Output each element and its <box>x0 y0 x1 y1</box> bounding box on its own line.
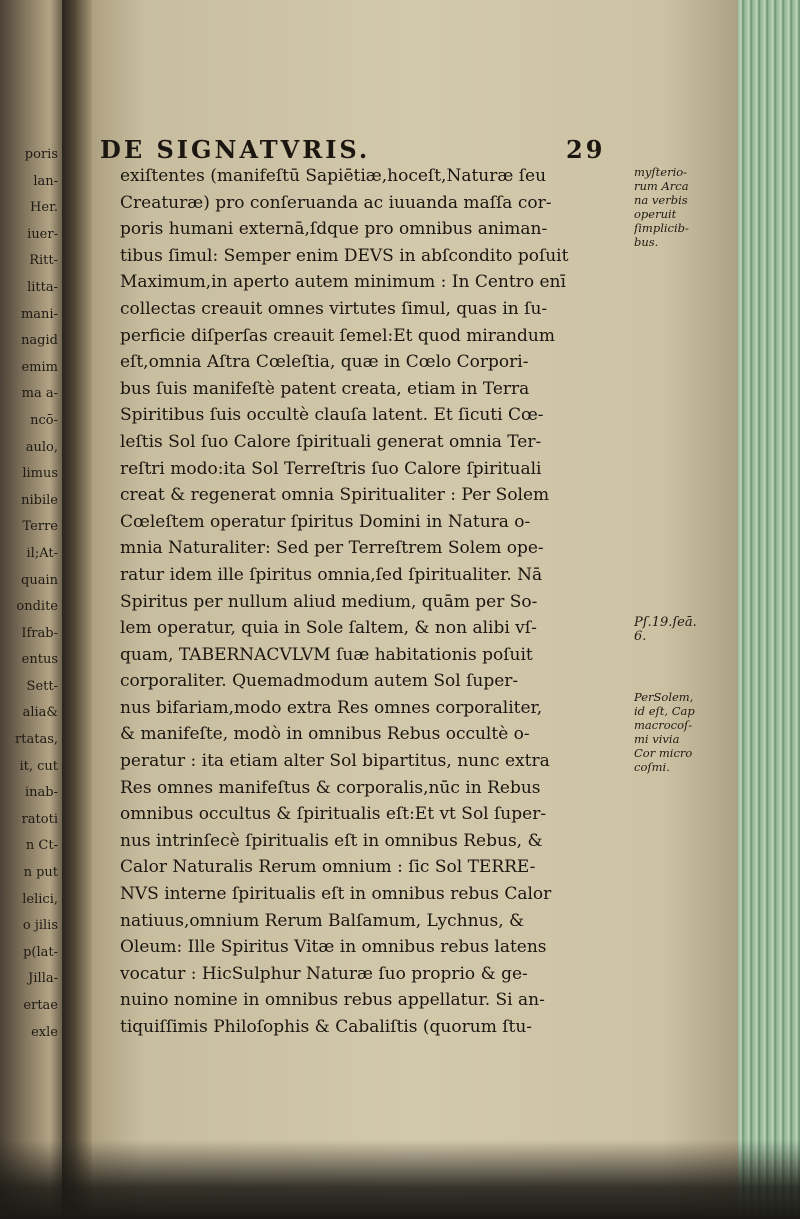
text-line: lem operatur, quia in Sole ſaltem, & non alibi vſ- <box>120 618 537 639</box>
left-page-fragment: rtatas, <box>15 732 58 748</box>
left-page-fragment: Sett- <box>26 678 58 694</box>
margin-note-line: operuit <box>634 207 677 221</box>
margin-note-line: PerSolem, <box>634 690 694 704</box>
left-page-fragment: p(lat- <box>23 944 58 960</box>
text-line: bus ſuis manifeſtè patent creata, etiam in Terra <box>120 378 530 399</box>
text-line: perficie diſperſas creauit ſemel:Et quod mirandum <box>120 325 555 346</box>
text-line: mnia Naturaliter: Sed per Terreſtrem Solem ope- <box>120 538 544 559</box>
text-line: exiſtentes (manifeſtū Sapiētiæ,hoceſt,Naturæ ſeu <box>120 166 547 186</box>
left-page-fragment: ratoti <box>21 811 58 827</box>
text-line: leſtis Sol ſuo Calore ſpirituali generat omnia Ter- <box>120 431 542 452</box>
left-page-fragment: Her. <box>30 200 58 216</box>
left-page-fragment: ertae <box>23 998 58 1013</box>
body-text <box>120 163 620 1041</box>
left-page-fragment: o jilis <box>22 918 58 934</box>
running-header <box>100 135 660 165</box>
left-page-fragment: nibile <box>21 492 58 508</box>
text-line: nuino nomine in omnibus rebus appellatur. Si an- <box>120 990 545 1011</box>
text-line: NVS interne ſpiritualis eſt in omnibus rebus Calor <box>120 884 552 905</box>
text-line: Oleum: Ille Spiritus Vitæ in omnibus rebus latens <box>120 937 547 958</box>
bottom-shadow <box>0 1140 800 1219</box>
left-page-fragment: inab- <box>25 785 58 801</box>
left-page-fragment: it, cut <box>19 758 58 774</box>
left-page-fragment: il;At- <box>26 545 58 561</box>
left-page-fragment: ondite <box>16 599 58 615</box>
left-page-fragment: nagid <box>21 333 58 349</box>
text-line: & manifeſte, modò in omnibus Rebus occultè o- <box>120 724 530 745</box>
margin-note-line: ſimplicib- <box>634 221 689 235</box>
text-line: collectas creauit omnes virtutes ſimul, quas in ſu- <box>120 298 548 319</box>
left-page-fragment: Terre <box>22 519 58 535</box>
text-line: creat & regenerat omnia Spiritualiter : Per Solem <box>120 485 550 506</box>
left-page-fragment: exle <box>31 1024 58 1040</box>
text-line: Res omnes manifeſtus & corporalis,nūc in Rebus <box>120 777 541 798</box>
text-line: natiuus,omnium Rerum Balſamum, Lychnus, & <box>120 910 525 931</box>
left-page-fragment: mani- <box>20 306 58 322</box>
left-page-fragment: Ritt- <box>29 253 58 269</box>
text-line: vocatur : HicSulphur Naturæ ſuo proprio & ge- <box>120 963 528 984</box>
margin-note-line: coſmi. <box>634 760 670 774</box>
text-line: reſtri modo:ita Sol Terreſtris ſuo Calore ſpirituali <box>120 458 542 479</box>
header-title: DE SIGNATVRIS. <box>100 135 371 164</box>
margin-note-2 <box>634 616 738 644</box>
margin-note-line: Cor micro <box>634 746 693 760</box>
book-gutter <box>62 0 92 1219</box>
margin-note-line: macrocoſ- <box>634 718 693 732</box>
left-page-fragment: ncō- <box>30 412 58 428</box>
margin-note-1 <box>634 165 738 249</box>
text-line: Maximum,in aperto autem minimum : In Centro enī <box>120 272 566 293</box>
text-line: nus bifariam,modo extra Res omnes corporaliter, <box>120 697 543 718</box>
margin-note-line: bus. <box>634 235 659 249</box>
left-page-fragment: Ifrab- <box>21 625 58 641</box>
text-line: Calor Naturalis Rerum omnium : ſic Sol TERRE- <box>120 857 536 878</box>
text-line: Spiritibus ſuis occultè clauſa latent. Et ſicuti Cœ- <box>120 405 544 426</box>
text-line: Spiritus per nullum aliud medium, quām per So- <box>120 591 538 612</box>
left-page-fragment: quain <box>21 572 58 588</box>
text-line: Cœleſtem operatur ſpiritus Domini in Natura o- <box>120 511 531 532</box>
page-fore-edge <box>738 0 800 1219</box>
left-page-fragment: Jilla- <box>28 971 58 987</box>
left-page-fragment: aulo, <box>25 439 58 455</box>
left-page-fragment: ma a- <box>21 386 58 402</box>
margin-note-line: id eſt, Cap <box>634 704 695 718</box>
left-page-fragment: alia& <box>22 705 58 721</box>
left-page-fragment: poris <box>24 147 58 162</box>
left-page-fragment: n put <box>23 865 58 881</box>
text-line: nus intrinſecè ſpiritualis eſt in omnibus Rebus, & <box>120 830 543 851</box>
text-line: tibus ſimul: Semper enim DEVS in abſcondito poſuit <box>120 245 569 266</box>
left-page-fragment: limus <box>22 466 58 482</box>
left-page-text-fragments <box>0 142 62 1046</box>
margin-note-line: na verbis <box>634 193 688 207</box>
page-number: 29 <box>566 135 606 164</box>
left-page-fragment: litta- <box>27 279 58 295</box>
text-line: tiquiſſimis Philoſophis & Cabaliſtis (quorum ſtu- <box>120 1017 533 1037</box>
left-page-fragment: lan- <box>33 173 58 189</box>
margin-note-line: mi vivia <box>634 732 680 746</box>
text-line: poris humani externā,ſdque pro omnibus animan- <box>120 219 548 240</box>
left-page-fragment: entus <box>21 652 58 668</box>
text-line: Creaturæ) pro conſeruanda ac iuuanda maſſa cor- <box>120 192 552 213</box>
text-line: quam, TABERNACVLVM ſuæ habitationis poſuit <box>120 644 533 665</box>
left-page-fragment: lelici, <box>22 891 58 907</box>
margin-note-line: 6. <box>634 630 647 644</box>
left-page-fragment: emim <box>21 359 58 375</box>
margin-note-3 <box>634 690 738 774</box>
left-page-fragment: n Ct- <box>25 838 58 854</box>
margin-note-line: myſterio- <box>634 165 688 179</box>
text-line: omnibus occultus & ſpiritualis eſt:Et vt Sol ſuper- <box>120 804 547 825</box>
margin-note-line: rum Arca <box>634 179 689 193</box>
text-line: peratur : ita etiam alter Sol bipartitus, nunc extra <box>120 751 550 772</box>
left-page-fragment: iuer- <box>27 226 58 242</box>
text-line: eſt,omnia Aſtra Cœleſtia, quæ in Cœlo Corpori- <box>120 352 529 373</box>
text-line: ratur idem ille ſpiritus omnia,ſed ſpiritualiter. Nā <box>120 564 543 585</box>
margin-note-line: Pſ.19.ſeā. <box>634 616 697 630</box>
text-line: corporaliter. Quemadmodum autem Sol ſuper- <box>120 671 519 692</box>
